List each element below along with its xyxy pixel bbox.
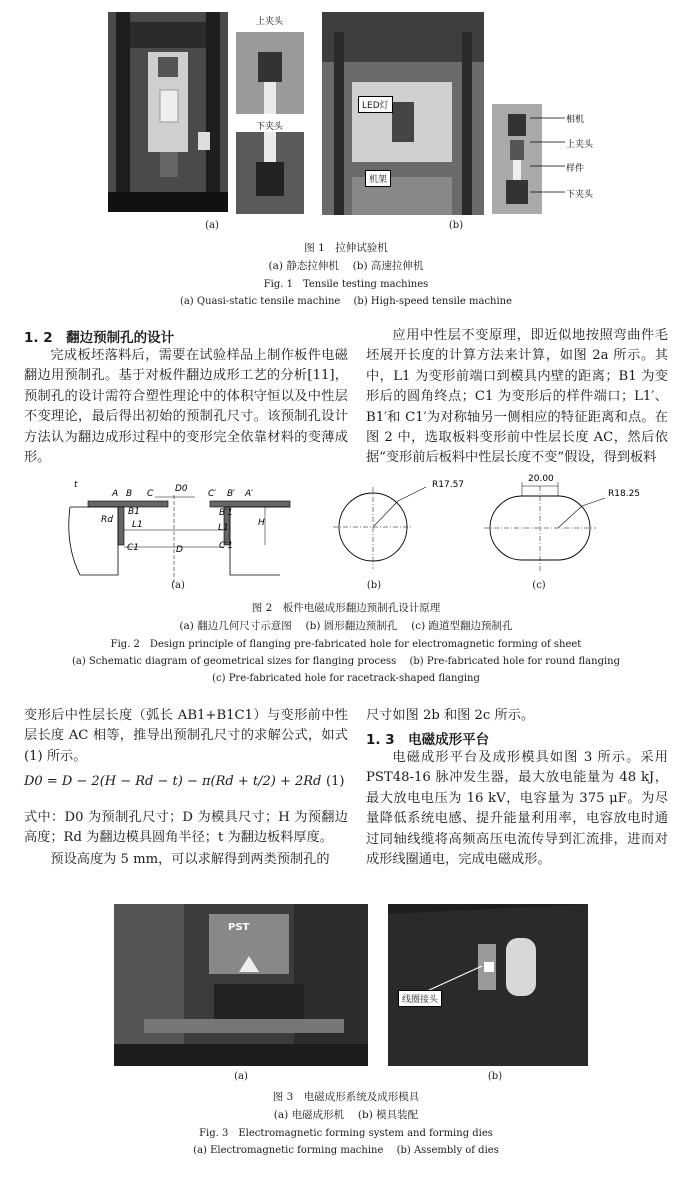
- fig2a-label-B: B: [126, 489, 133, 499]
- label-sample: 样件: [566, 164, 585, 174]
- fig2a-label-C1p: C′1: [219, 541, 234, 551]
- static-machine-drawing: [108, 12, 228, 212]
- fig2a-label-B1p: B′1: [219, 508, 233, 518]
- fig2-caption-cn: 图 2 板件电磁成形翻边预制孔设计原理: [251, 602, 441, 614]
- fig2a-label-D: D: [176, 545, 183, 555]
- fig3-caption-en: Fig. 3 Electromagnetic forming system and forming dies: [199, 1128, 493, 1139]
- photo-lower-clamp: [236, 132, 304, 214]
- fig2c-width-label: 20.00: [528, 474, 554, 484]
- para7-text: 电磁成形平台及成形模具如图 3 所示。采用 PST48-16 脉冲发生器，最大放电能量为 48 kJ，最大放电电压为 16 kV，电容量为 375 μF。为尽量降低系统电感、提升能量利用率，电容放电时通过同轴线缆将高频高压电流传导到汇流排，进而对成形线圈通电，完成电磁成形。: [366, 750, 668, 868]
- fig2-sub-caption-en1: (a) Schematic diagram of geometrical sizes for flanging process (b) Pre-fabricated hole for round flanging: [71, 656, 621, 667]
- fig2a-label-Bp: B′: [227, 489, 236, 499]
- fig2a-label-Rd: Rd: [101, 515, 113, 525]
- equation-1-number: (1): [326, 774, 345, 789]
- fig3-sub-caption-cn: (a) 电磁成形机 (b) 模具装配: [273, 1109, 419, 1121]
- label-led-light: LED灯: [358, 96, 393, 113]
- label-upper-clamp-b: 上夹头: [566, 140, 594, 150]
- fig1-leader-lines: [480, 100, 570, 200]
- para1-text: 完成板坯落料后，需要在试验样品上制作板件电磁翻边用预制孔。基于对板件翻边成形工艺的分析[11]，预制孔的设计需符合塑性理论中的体积守恒以及中性层不变理论，最后得出初始的预制孔尺寸。该预制孔设计方法认为翻边成形过程中的变形完全依靠材料的变薄成形。: [24, 348, 348, 466]
- label-upper-clamp: 上夹头: [256, 17, 284, 27]
- fig2a-label-A: A: [112, 489, 119, 499]
- high-speed-machine-drawing: [322, 12, 484, 215]
- pst-brand: PST: [228, 922, 250, 933]
- die-assembly-drawing: [388, 904, 588, 1066]
- para2-text: 应用中性层不变原理，即近似地按照弯曲件毛坯展开长度的计算方法来计算，如图 2a 所示。其中，L1 为变形前端口到模具内壁的距离；B1 为变形后的圆角终点；C1 为变形后的样件端口；L1′、B1′和 C1′为对称轴另一侧相应的特征距离和点。在图 2 中，选取板料变形前中性层长度 AC，然后依据“变形前后板料中性层长度不变”假设，得到板料: [366, 328, 668, 466]
- fig2-sub-a: (a): [171, 580, 185, 591]
- photo-electromagnetic-forming-machine: [114, 904, 368, 1066]
- label-camera: 相机: [566, 115, 585, 125]
- photo-upper-clamp: [236, 32, 304, 114]
- fig2a-label-H: H: [258, 518, 265, 528]
- fig2a-label-t: t: [74, 480, 78, 490]
- para6: [366, 706, 668, 726]
- fig3-sub-a: (a): [234, 1071, 248, 1082]
- para4: [24, 808, 348, 849]
- fig2a-label-C: C: [147, 489, 154, 499]
- para7: [366, 748, 668, 870]
- fig1-sub-a: (a): [205, 220, 219, 231]
- fig2a-label-L1p: L1: [218, 523, 229, 533]
- fig3-caption-cn: 图 3 电磁成形系统及成形模具: [272, 1091, 420, 1103]
- fig2b-round-hole: [328, 475, 428, 575]
- fig1-sub-b: (b): [448, 220, 464, 231]
- label-frame: 机架: [365, 170, 391, 187]
- fig2-sub-caption-cn: (a) 翻边几何尺寸示意图 (b) 圆形翻边预制孔 (c) 跑道型翻边预制孔: [179, 620, 513, 632]
- para5: [24, 850, 348, 870]
- fig2-sub-b: (b): [366, 580, 382, 591]
- fig2a-label-Cp: C′: [208, 489, 217, 499]
- fig2a-label-Ap: A′: [245, 489, 254, 499]
- fig2-sub-c: (c): [532, 580, 546, 591]
- label-lower-clamp-b: 下夹头: [566, 190, 594, 200]
- section-1-2-para2: [366, 326, 668, 469]
- para4-text: 式中：D0 为预制孔尺寸；D 为模具尺寸；H 为预翻边高度；Rd 为翻边模具圆角半径；t 为翻边板料厚度。: [24, 810, 348, 846]
- fig2-caption-en: Fig. 2 Design principle of flanging pre-fabricated hole for electromagnetic forming of sheet: [110, 639, 582, 650]
- fig2a-label-B1: B1: [128, 507, 140, 517]
- fig1-caption-cn: 图 1 拉伸试验机: [304, 242, 388, 254]
- photo-high-speed-tensile-machine: [322, 12, 484, 215]
- fig1-sub-caption-cn: (a) 静态拉伸机 (b) 高速拉伸机: [268, 260, 424, 272]
- section-1-3-heading: 1. 3 电磁成形平台: [366, 732, 490, 748]
- photo-static-tensile-machine: [108, 12, 228, 212]
- fig2c-radius-label: R18.25: [608, 489, 641, 499]
- fig2a-label-L1: L1: [132, 520, 143, 530]
- para6-text: 尺寸如图 2b 和图 2c 所示。: [366, 708, 535, 723]
- para5-text: 预设高度为 5 mm，可以求解得到两类预制孔的: [50, 852, 330, 867]
- fig3-sub-b: (b): [487, 1071, 503, 1082]
- label-lower-clamp: 下夹头: [256, 122, 284, 132]
- fig1-caption-en: Fig. 1 Tensile testing machines: [263, 279, 429, 290]
- label-coil-connector: 线圈接头: [398, 990, 442, 1007]
- photo-die-assembly: [388, 904, 588, 1066]
- fig2a-label-C1: C1: [127, 543, 140, 553]
- fig2a-label-D0: D0: [175, 484, 188, 494]
- fig2b-radius-label: R17.57: [432, 480, 465, 490]
- para3: [24, 706, 348, 767]
- equation-1: D0 = D − 2(H − Rd − t) − π(Rd + t/2) + 2Rd: [24, 774, 322, 789]
- fig2c-racetrack-hole: [480, 478, 610, 578]
- section-1-2-heading: 1. 2 翻边预制孔的设计: [24, 330, 175, 346]
- fig2-sub-caption-en2: (c) Pre-fabricated hole for racetrack-shaped flanging: [212, 673, 480, 684]
- fig3-sub-caption-en: (a) Electromagnetic forming machine (b) Assembly of dies: [193, 1145, 499, 1156]
- para3-text: 变形后中性层长度（弧长 AB1+B1C1）与变形前中性层长度 AC 相等，推导出预制孔尺寸的求解公式，如式 (1) 所示。: [24, 708, 348, 764]
- fig1-sub-caption-en: (a) Quasi-static tensile machine (b) High-speed tensile machine: [179, 296, 513, 307]
- section-1-2-para1: [24, 346, 348, 468]
